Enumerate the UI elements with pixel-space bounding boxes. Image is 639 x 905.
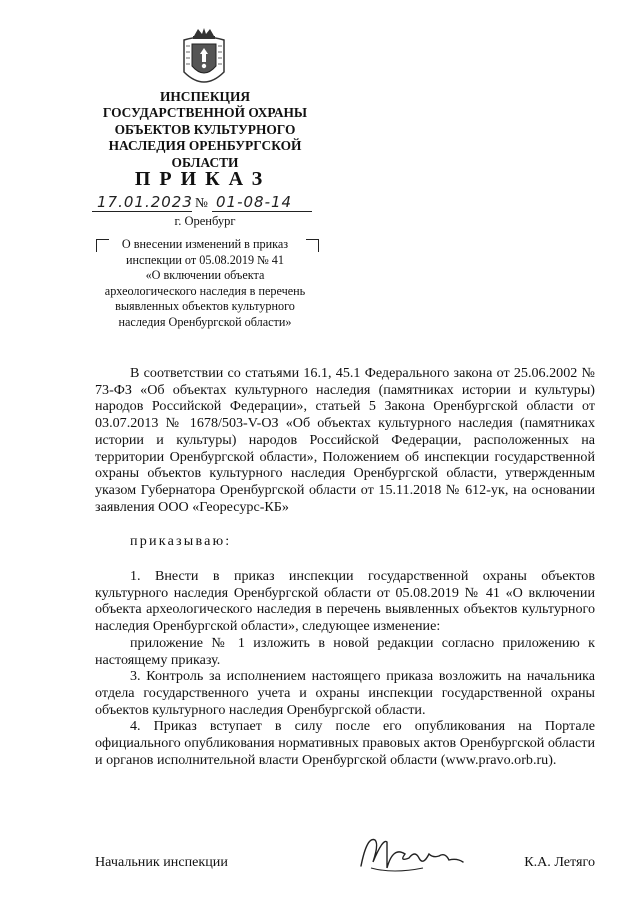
date-number-line [92,193,322,215]
signatory-position: Начальник инспекции [95,854,228,870]
document-body [95,365,595,768]
preamble-paragraph: В соответствии со статьями 16.1, 45.1 Федерального закона от 25.06.2002 № 73-ФЗ «Об объектах культурного наследия (памятниках истории и культуры) народов Российской Федерации», статьей 5 Закона Оренбургской области от 03.07.2013 № 1678/503-V-ОЗ «Об объектах культурного наследия (памятниках истории и культуры) народов Российской Федерации, расположенных на территории Оренбургской области», Положением об инспекции государственной охраны объектов культурного наследия Оренбургской области, утвержденным указом Губернатора Оренбургской области от 15.11.2018 № 612-ук, на основании заявления ООО «Георесурс-КБ» [95,365,595,515]
order-items [95,568,595,768]
handwritten-date: 17.01.2023 [97,193,193,211]
org-line: ОБЛАСТИ [171,154,239,170]
org-line: НАСЛЕДИЯ ОРЕНБУРГСКОЙ [108,138,302,154]
number-sign: № [195,195,208,210]
document-title: ПРИКАЗ [134,168,272,190]
order-item: 3. Контроль за исполнением настоящего приказа возложить на начальника отдела государственного учета и охраны инспекции государственной охраны объектов культурного наследия Оренбургской области. [95,668,595,718]
subject-line: О внесении изменений в приказ [121,237,289,251]
signature-row [95,848,595,878]
org-line: ОБЪЕКТОВ КУЛЬТУРНОГО [114,121,296,137]
subject-line: выявленных объектов культурного [115,299,295,314]
org-line: ИНСПЕКЦИЯ [159,89,251,104]
number-underline [212,211,312,212]
city: г. Оренбург [174,214,236,228]
signatory-name: К.А. Летяго [524,854,595,870]
organization-name [96,89,314,171]
document-subject [92,237,318,331]
orders-heading: приказываю: [130,533,232,550]
coat-of-arms-emblem [178,26,230,90]
date-underline [92,211,192,212]
order-item: 1. Внести в приказ инспекции государственной охраны объектов культурного наследия Оренбургской области от 05.08.2019 № 41 «О включении объекта археологического наследия в перечень выявленных объектов культурного наследия Оренбургской области», следующее изменение: [95,568,595,635]
subject-line: наследия Оренбургской области» [118,314,292,329]
subject-line: инспекции от 05.08.2019 № 41 [126,252,284,267]
subject-line: археологического наследия в перечень [104,283,306,298]
handwritten-signature [353,828,503,878]
order-item: приложение № 1 изложить в новой редакции согласно приложению к настоящему приказу. [95,634,595,668]
handwritten-number: 01-08-14 [216,193,293,211]
org-line: ГОСУДАРСТВЕННОЙ ОХРАНЫ [102,105,308,121]
order-item: 4. Приказ вступает в силу после его опубликования на Портале официального опубликования нормативных правовых актов Оренбургской области и органов исполнительной власти Оренбургской области (www.pravo.orb.ru). [95,718,595,768]
subject-line: «О включении объекта [145,268,265,283]
